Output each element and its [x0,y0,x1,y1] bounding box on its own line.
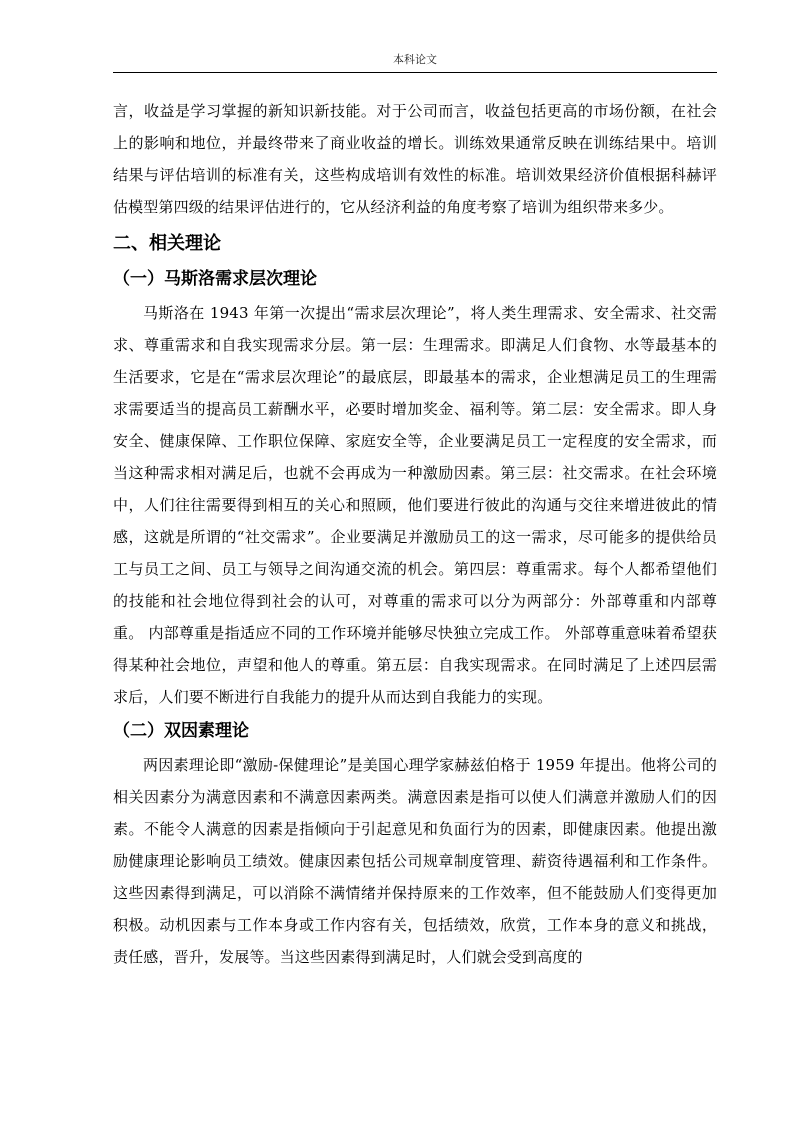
document-body [113,95,717,973]
subsection-heading-two-factor: （二）双因素理论 [113,721,249,741]
subsection-heading-maslow: （一）马斯洛需求层次理论 [113,269,317,289]
paragraph-maslow: 马斯洛在 1943 年第一次提出“需求层次理论”，将人类生理需求、安全需求、社交需求、尊重需求和自我实现需求分层。第一层：生理需求。即满足人们食物、水等最基本的生活要求，它是在“需求层次理论”的最底层，即最基本的需求，企业想满足员工的生理需求需要适当的提高员工薪酬水平，必要时增加奖金、福利等。第二层：安全需求。即人身安全、健康保障、工作职位保障、家庭安全等，企业要满足员工一定程度的安全需求，而当这种需求相对满足后，也就不会再成为一种激励因素。第三层：社交需求。在社会环境中，人们往往需要得到相互的关心和照顾，他们要进行彼此的沟通与交往来增进彼此的情感，这就是所谓的“社交需求”。企业要满足并激励员工的这一需求，尽可能多的提供给员工与员工之间、员工与领导之间沟通交流的机会。第四层：尊重需求。每个人都希望他们的技能和社会地位得到社会的认可，对尊重的需求可以分为两部分：外部尊重和内部尊重。 内部尊重是指适应不同的工作环境并能够尽快独立完成工作。 外部尊重意味着希望获得某种社会地位，声望和他人的尊重。第五层：自我实现需求。在同时满足了上述四层需求后，人们要不断进行自我能力的提升从而达到自我能力的实现。 [113,304,717,706]
page-header: 本科论文 [113,50,717,73]
paragraph-two-factor: 两因素理论即“激励-保健理论”是美国心理学家赫兹伯格于 1959 年提出。他将公司的相关因素分为满意因素和不满意因素两类。满意因素是指可以使人们满意并激励人们的因素。不能令人满意的因素是指倾向于引起意见和负面行为的因素，即健康因素。他提出激励健康理论影响员工绩效。健康因素包括公司规章制度管理、薪资待遇福利和工作条件。这些因素得到满足，可以消除不满情绪并保持原来的工作效率，但不能鼓励人们变得更加积极。动机因素与工作本身或工作内容有关，包括绩效，欣赏，工作本身的意义和挑战，责任感，晋升，发展等。当这些因素得到满足时，人们就会受到高度的 [113,756,717,966]
continued-paragraph: 言，收益是学习掌握的新知识新技能。对于公司而言，收益包括更高的市场份额，在社会上的影响和地位，并最终带来了商业收益的增长。训练效果通常反映在训练结果中。培训结果与评估培训的标准有关，这些构成培训有效性的标准。培训效果经济价值根据科赫评估模型第四级的结果评估进行的，它从经济利益的角度考察了培训为组织带来多少。 [113,102,717,216]
section-heading: 二、相关理论 [113,233,221,254]
